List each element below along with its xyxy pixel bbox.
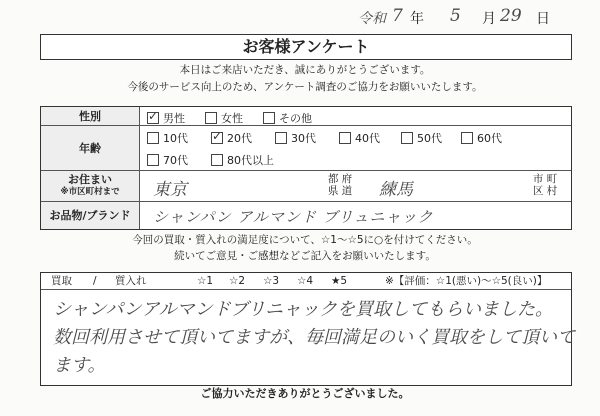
date-era: 令和 — [358, 11, 386, 27]
age-option-10s[interactable]: 10代 — [147, 130, 188, 146]
age-option-70s[interactable]: 70代 — [147, 152, 188, 168]
date-day: 29 — [500, 6, 522, 26]
date-year: 7 — [392, 6, 403, 26]
intro-line-1: 本日はご来店いただき、誠にありがとうございます。 — [179, 64, 431, 76]
survey-instructions — [40, 232, 570, 264]
date-row — [340, 6, 590, 32]
age-option-20s[interactable]: ✓ 20代 — [211, 130, 252, 146]
date-month: 5 — [450, 6, 461, 26]
product-label: お品物/ブランド — [41, 202, 140, 229]
address-label: お住まい ※市区町村まで — [41, 171, 140, 201]
checkbox-30s[interactable] — [275, 132, 287, 144]
survey-line-2: 続いてご意見・ご感想などご記入をお願いいたします。 — [174, 250, 436, 262]
checkbox-20s[interactable] — [211, 132, 223, 144]
rating-star-1[interactable]: ☆1 — [197, 275, 214, 287]
rating-star-5[interactable]: ★5 — [331, 275, 348, 287]
comment-box — [40, 272, 575, 386]
checkbox-60s[interactable] — [461, 132, 473, 144]
checkbox-female[interactable] — [205, 112, 217, 124]
checkbox-50s[interactable] — [401, 132, 413, 144]
checkbox-80s[interactable] — [211, 154, 223, 166]
address-prefecture: 東京 — [153, 180, 187, 200]
rating-star-4[interactable]: ☆4 — [297, 275, 314, 287]
comment-line-3: ます。 — [53, 355, 106, 376]
checkbox-other[interactable] — [263, 112, 275, 124]
intro-text — [40, 62, 570, 96]
checkbox-10s[interactable] — [147, 132, 159, 144]
comment-line-2: 数回利用させて頂いてますが、毎回満足のいく買取をして頂いて — [53, 327, 575, 348]
age-option-40s[interactable]: 40代 — [339, 130, 380, 146]
date-month-unit: 月 — [482, 11, 496, 27]
rating-header — [41, 273, 571, 290]
intro-line-2: 今後のサービス向上のため、アンケート調査のご協力をお願いいたします。 — [127, 81, 483, 93]
gender-row — [41, 107, 571, 126]
thanks-text: ご協力いただきありがとうございました。 — [200, 387, 410, 400]
checkbox-70s[interactable] — [147, 154, 159, 166]
rating-label-kaitori: 買取 — [51, 275, 72, 287]
date-day-unit: 日 — [536, 11, 550, 27]
rating-star-2[interactable]: ☆2 — [229, 275, 246, 287]
gender-option-other[interactable]: その他 — [263, 110, 312, 126]
rating-star-3[interactable]: ☆3 — [263, 275, 280, 287]
date-year-unit: 年 — [410, 11, 424, 27]
city-units: 市 町 区 村 — [532, 173, 558, 197]
pref-units: 都 府 県 道 — [327, 173, 353, 197]
age-option-30s[interactable]: 30代 — [275, 130, 316, 146]
rating-legend: ※【評価：☆1(悪い)～☆5(良い)】 — [385, 275, 548, 287]
product-row — [41, 202, 571, 229]
form-title: お客様アンケート — [40, 34, 572, 60]
survey-line-1: 今回の買取・質入れの満足度について、☆1～☆5に○を付けてください。 — [132, 234, 478, 246]
address-city: 練馬 — [379, 180, 413, 200]
gender-option-male[interactable]: ✓ 男性 — [147, 110, 185, 126]
age-option-50s[interactable]: 50代 — [401, 130, 442, 146]
gender-label: 性別 — [41, 107, 140, 125]
survey-form — [40, 106, 572, 230]
checkbox-40s[interactable] — [339, 132, 351, 144]
address-sub-label: ※市区町村まで — [60, 187, 120, 197]
comment-line-1: シャンパンアルマンドブリニャックを買取してもらいました。 — [53, 299, 554, 320]
age-option-60s[interactable]: 60代 — [461, 130, 502, 146]
age-row — [41, 126, 571, 171]
age-label: 年齢 — [41, 126, 140, 170]
rating-label-shichiire: 質入れ — [115, 275, 147, 287]
gender-option-female[interactable]: 女性 — [205, 110, 243, 126]
product-value: シャンパン アルマンド ブリュニャック — [153, 208, 434, 226]
address-row — [41, 171, 571, 202]
age-option-80s[interactable]: 80代以上 — [211, 152, 274, 168]
checkbox-male[interactable] — [147, 112, 159, 124]
rating-sep: / — [93, 275, 97, 287]
